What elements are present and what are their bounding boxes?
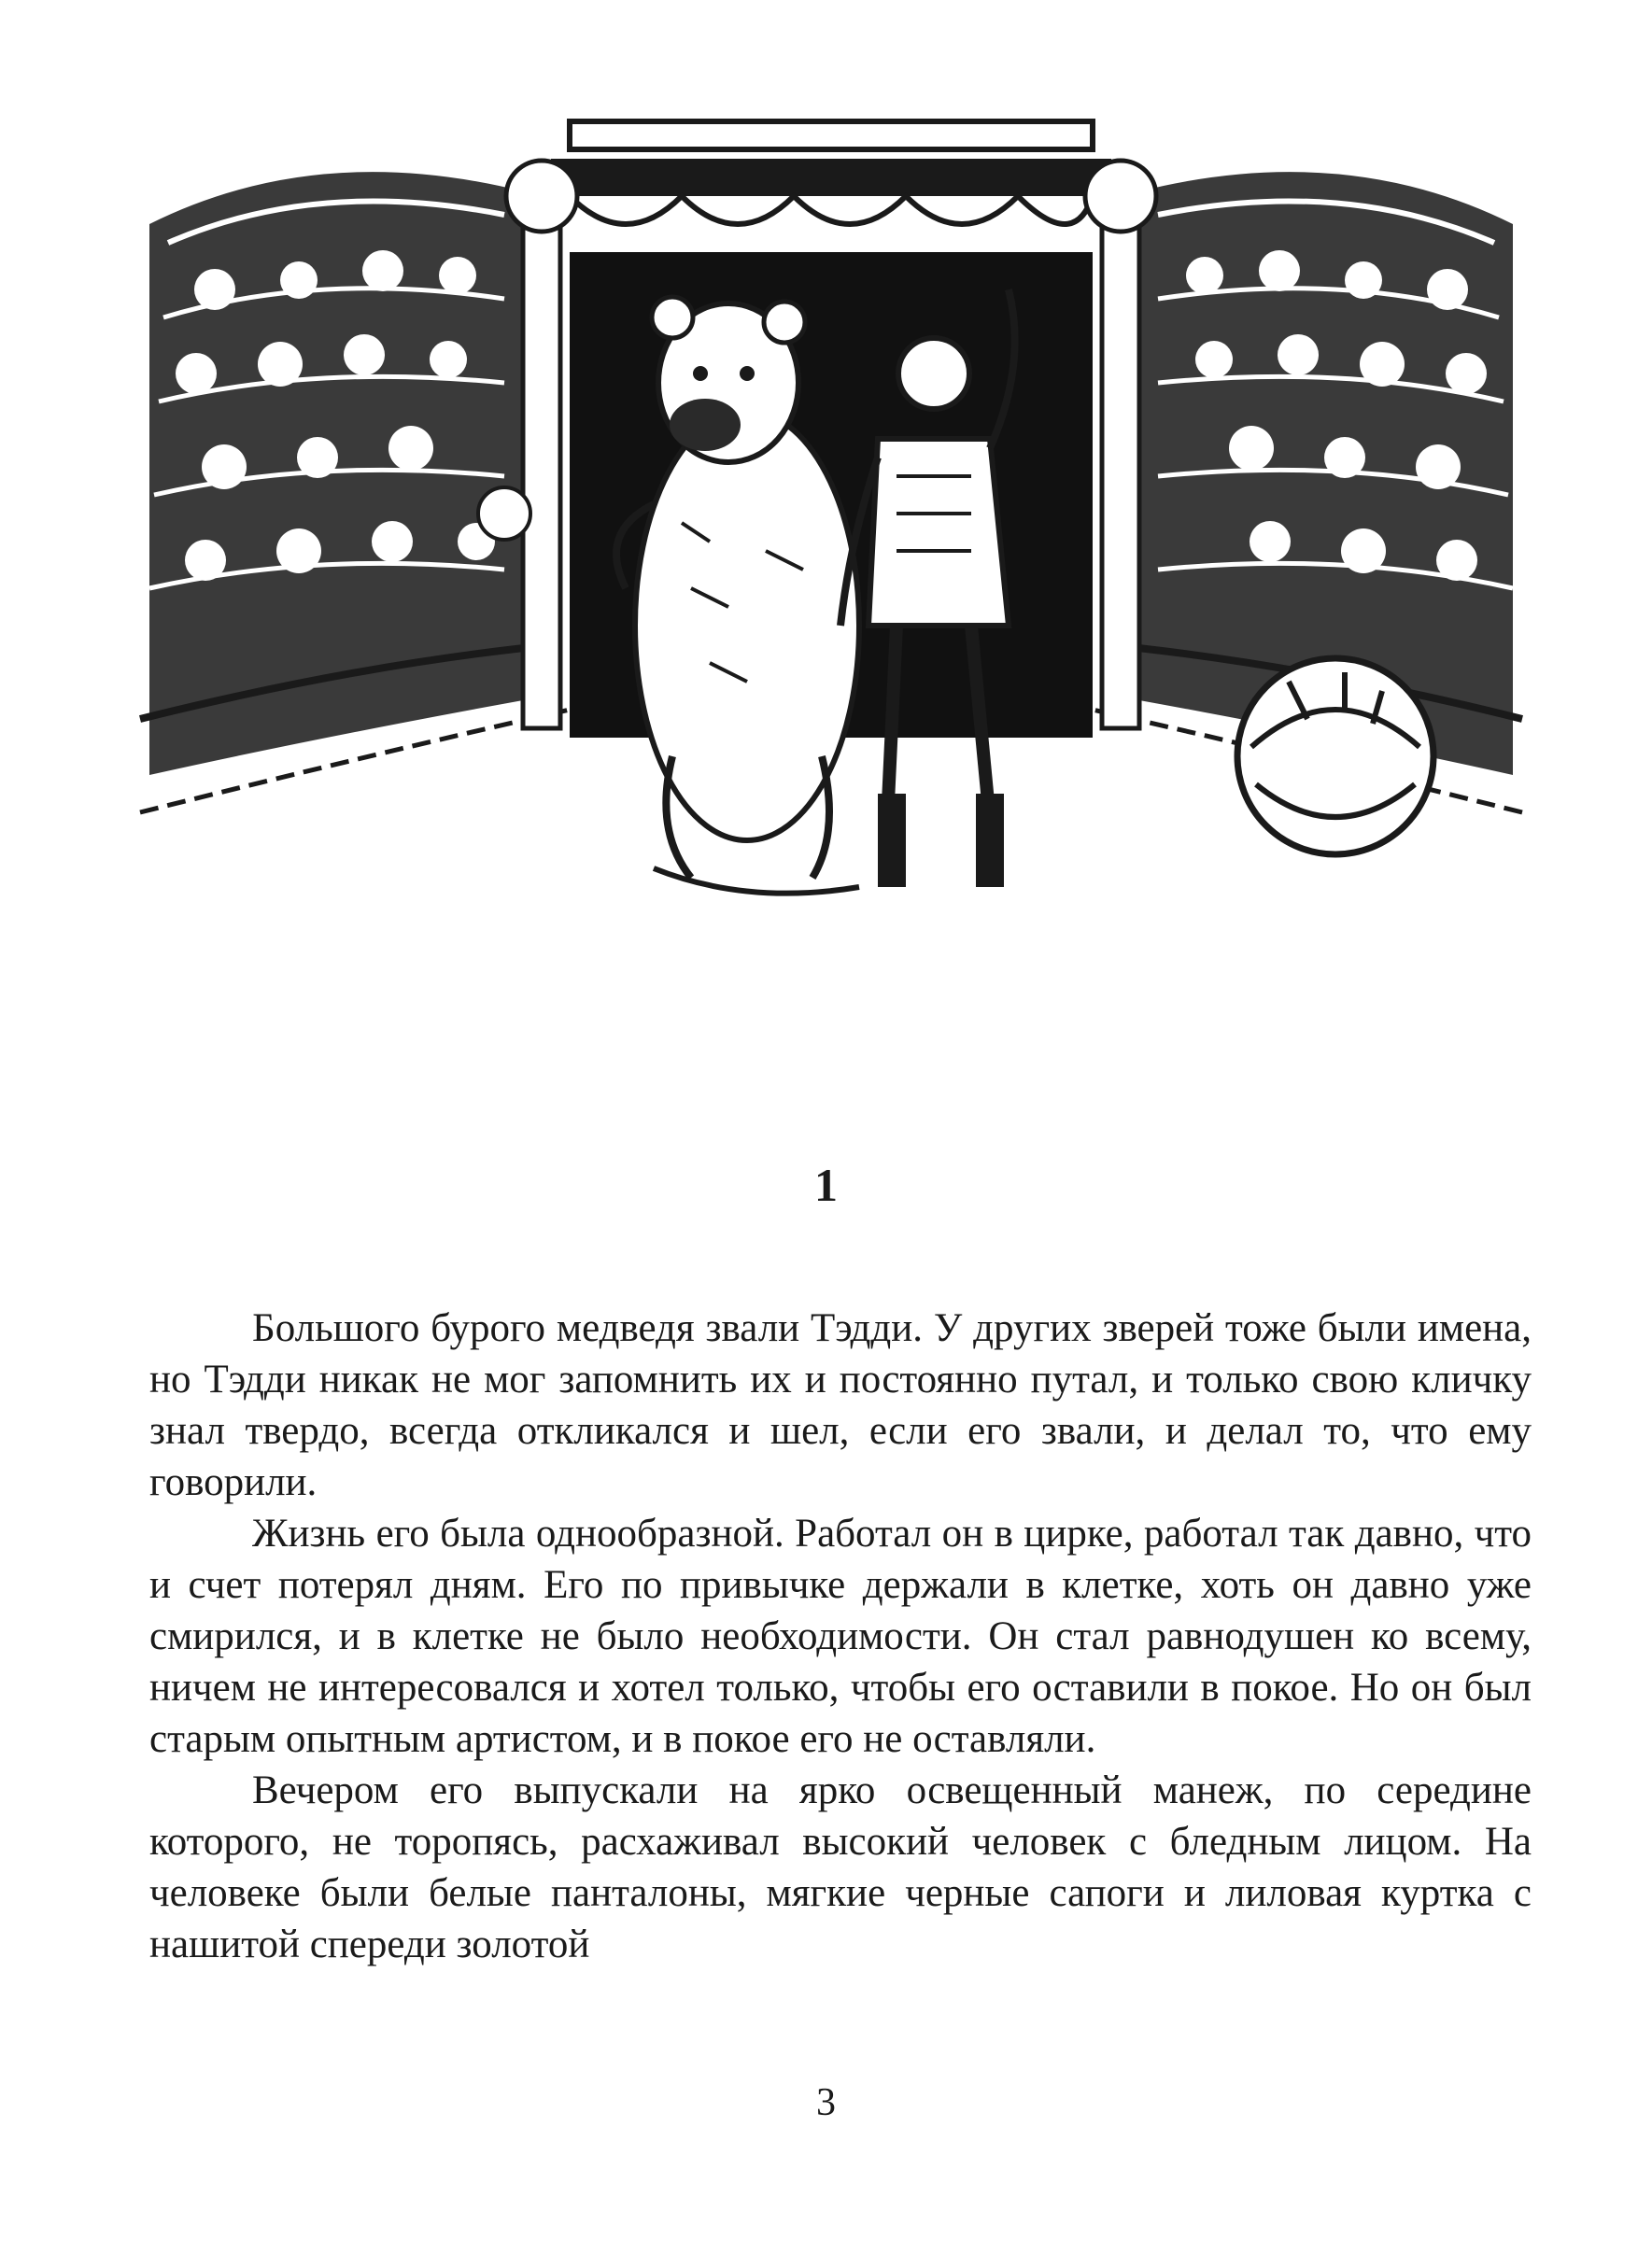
circus-illustration [131,103,1532,943]
page-number: 3 [816,2081,836,2124]
circus-ball [1237,658,1433,854]
circus-bear-trainer-drawing [131,103,1532,943]
paragraph: Жизнь его была однообразной. Работал он в цирке, работал так давно, что и счет потерял дням. Его по привычке держали в клетке, хоть он давно уже смирился, и в клетке не было необходимости. Он стал равнодушен ко всему, ничем не интересовался и хотел только, чтобы его оставили в покое. Но он был старым опытным артистом, и в покое его не оставляли. [149,1512,1532,1761]
body-text [149,1303,1532,1970]
chapter-number: 1 [814,1159,838,1211]
paragraph: Вечером его выпускали на ярко освещенный манеж, по середине которого, не торопясь, расхаживал высокий человек с бледным лицом. На человеке были белые панталоны, мягкие черные сапоги и лиловая куртка с нашитой спереди золотой [149,1768,1532,1966]
paragraph: Большого бурого медведя звали Тэдди. У других зверей тоже были имена, но Тэдди никак не мог запомнить их и постоянно путал, и только свою кличку знал твердо, всегда откликался и шел, если его звали, и делал то, что ему говорили. [149,1306,1532,1504]
